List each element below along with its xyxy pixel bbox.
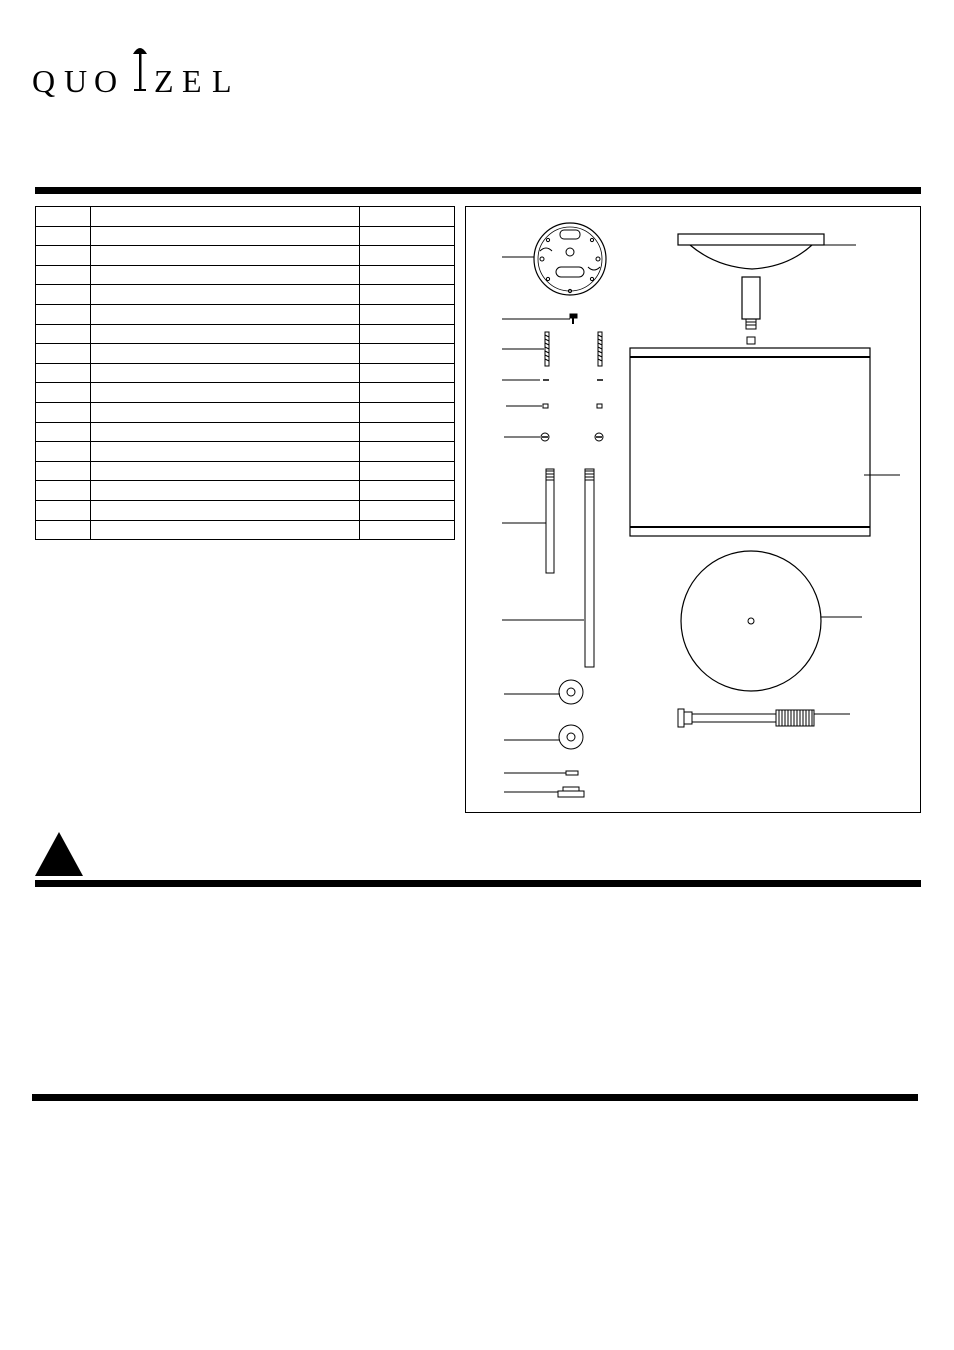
- table-cell: [36, 500, 91, 520]
- bottom-rule: [32, 1094, 918, 1101]
- table-cell: [36, 363, 91, 383]
- table-cell: [360, 207, 455, 227]
- table-cell: [360, 265, 455, 285]
- table-cell: [36, 383, 91, 403]
- table-cell: [36, 461, 91, 481]
- table-row: [36, 265, 455, 285]
- table-cell: [360, 422, 455, 442]
- table-cell: [360, 324, 455, 344]
- table-row: [36, 363, 455, 383]
- canopy-icon: [678, 234, 824, 344]
- parts-diagram: [465, 206, 921, 813]
- drum-shade-icon: [630, 348, 870, 536]
- table-cell: [360, 363, 455, 383]
- hex-nuts-icon: [506, 404, 602, 408]
- table-cell: [90, 442, 359, 462]
- table-cell: [90, 324, 359, 344]
- table-row: [36, 500, 455, 520]
- table-cell: [36, 285, 91, 305]
- table-row: [36, 422, 455, 442]
- table-cell: [360, 226, 455, 246]
- table-row: [36, 304, 455, 324]
- table-cell: [36, 402, 91, 422]
- table-cell: [36, 324, 91, 344]
- mounting-screws-icon: [502, 332, 602, 366]
- quoizel-logo: [30, 40, 240, 100]
- washer-icon: [504, 680, 583, 704]
- table-cell: [360, 520, 455, 540]
- table-cell: [36, 422, 91, 442]
- table-row: [36, 402, 455, 422]
- table-cell: [90, 304, 359, 324]
- table-cell: [90, 246, 359, 266]
- table-row: [36, 207, 455, 227]
- short-rod-icon: [502, 469, 554, 573]
- table-cell: [36, 304, 91, 324]
- long-rod-icon: [502, 469, 594, 667]
- table-cell: [90, 461, 359, 481]
- table-cell: [36, 481, 91, 501]
- cap-nuts-icon: [504, 433, 603, 441]
- table-cell: [360, 246, 455, 266]
- table-cell: [36, 246, 91, 266]
- mounting-plate-icon: [534, 223, 606, 295]
- table-cell: [90, 481, 359, 501]
- diffuser-disc-icon: [681, 551, 821, 691]
- warning-triangle-icon: [34, 832, 84, 876]
- table-row: [36, 461, 455, 481]
- parts-table: [35, 206, 455, 540]
- table-cell: [360, 500, 455, 520]
- table-cell: [90, 363, 359, 383]
- table-cell: [360, 304, 455, 324]
- table-cell: [36, 226, 91, 246]
- parts-diagram-svg: [466, 207, 922, 814]
- table-cell: [36, 520, 91, 540]
- table-cell: [90, 422, 359, 442]
- table-cell: [360, 481, 455, 501]
- table-row: [36, 481, 455, 501]
- table-row: [36, 344, 455, 364]
- table-cell: [90, 344, 359, 364]
- table-row: [36, 383, 455, 403]
- table-row: [36, 520, 455, 540]
- table-cell: [360, 383, 455, 403]
- table-cell: [360, 402, 455, 422]
- table-row: [36, 246, 455, 266]
- table-cell: [36, 442, 91, 462]
- table-cell: [90, 383, 359, 403]
- logo-wordmark: Q U O Z E L: [32, 63, 232, 99]
- table-cell: [36, 344, 91, 364]
- table-cell: [90, 285, 359, 305]
- small-screw-icon: [504, 771, 578, 775]
- threaded-rod-icon: [678, 709, 814, 727]
- table-cell: [90, 265, 359, 285]
- table-cell: [36, 207, 91, 227]
- table-row: [36, 324, 455, 344]
- table-row: [36, 442, 455, 462]
- finial-icon: [504, 787, 584, 797]
- table-cell: [90, 402, 359, 422]
- table-cell: [360, 344, 455, 364]
- table-row: [36, 285, 455, 305]
- table-cell: [36, 265, 91, 285]
- top-rule: [35, 187, 921, 194]
- table-cell: [90, 500, 359, 520]
- screw-icon: [502, 314, 577, 324]
- table-cell: [90, 226, 359, 246]
- table-cell: [90, 520, 359, 540]
- logo-lamp-icon: [30, 40, 240, 100]
- table-cell: [360, 285, 455, 305]
- table-cell: [90, 207, 359, 227]
- table-row: [36, 226, 455, 246]
- table-cell: [360, 442, 455, 462]
- warning-rule: [35, 880, 921, 887]
- table-cell: [360, 461, 455, 481]
- washer-icon: [504, 725, 583, 749]
